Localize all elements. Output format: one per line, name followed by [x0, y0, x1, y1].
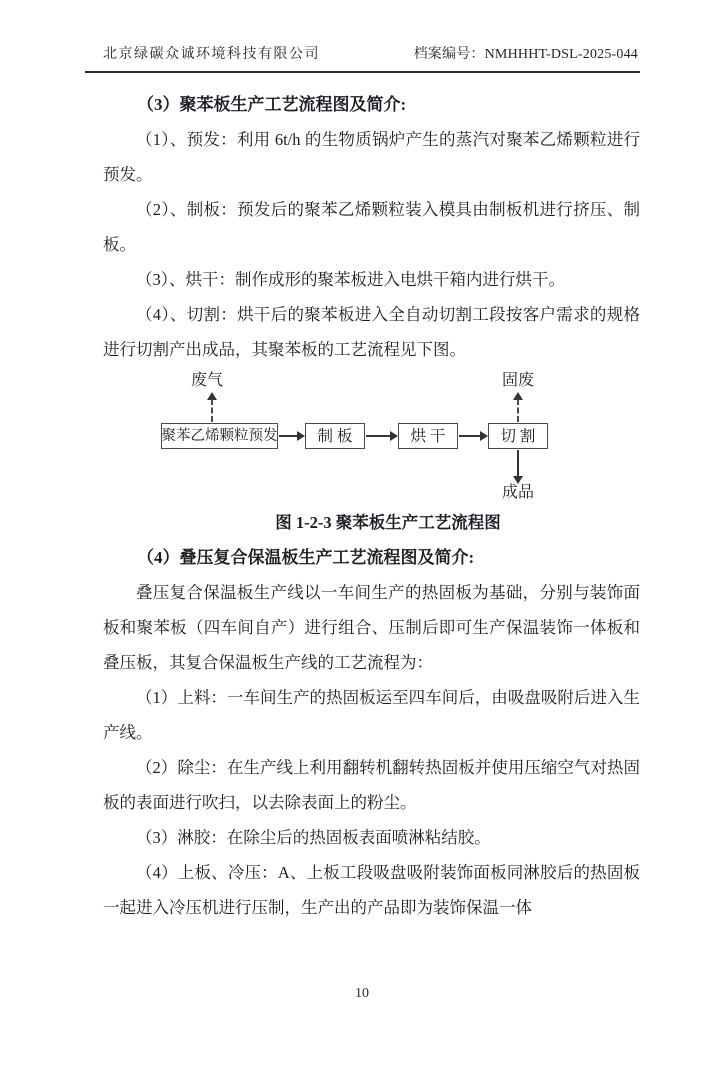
document-page	[0, 46, 724, 1070]
flow-label-solid-waste: 固废	[502, 372, 535, 389]
process-flow-diagram	[103, 371, 640, 505]
section4-paragraph-2: （2）除尘：在生产线上利用翻转机翻转热固板并使用压缩空气对热固板的表面进行吹扫，以去除表面上的粉尘。	[103, 758, 640, 812]
figure-caption: 图 1-2-3 聚苯板生产工艺流程图	[275, 513, 501, 532]
section4-heading: （4）叠压复合保温板生产工艺流程图及简介:	[137, 548, 475, 567]
flow-box-drying: 烘 干	[398, 423, 458, 449]
section3-paragraph-4: （4）、切割：烘干后的聚苯板进入全自动切割工段按客户需求的规格进行切割产出成品，其聚苯板的工艺流程见下图。	[103, 305, 640, 359]
company-name: 北京绿碳众诚环境科技有限公司	[103, 47, 320, 62]
flow-box-cutting: 切 割	[488, 423, 548, 449]
document-body	[103, 87, 640, 925]
page-header	[85, 46, 640, 73]
flow-label-product: 成品	[502, 484, 535, 501]
section4-paragraph-1: （1）上料：一车间生产的热固板运至四车间后，由吸盘吸附后进入生产线。	[103, 688, 640, 742]
page-number: 10	[355, 986, 369, 1001]
connector-line	[366, 435, 391, 437]
section3-paragraph-2: （2）、制板：预发后的聚苯乙烯颗粒装入模具由制板机进行挤压、制板。	[103, 200, 640, 254]
section3-paragraph-1: （1）、预发：利用 6t/h 的生物质锅炉产生的蒸汽对聚苯乙烯颗粒进行预发。	[103, 130, 640, 184]
arrow-right-icon	[480, 431, 488, 441]
section4-paragraph-4: （4）上板、冷压：A、上板工段吸盘吸附装饰面板同淋胶后的热固板一起进入冷压机进行压制，生产出的产品即为装饰保温一体	[103, 863, 640, 917]
arrow-right-icon	[297, 431, 305, 441]
archive-number: 档案编号：NMHHHT-DSL-2025-044	[413, 47, 638, 62]
section3-paragraph-3: （3）、烘干：制作成形的聚苯板进入电烘干箱内进行烘干。	[136, 270, 565, 289]
flow-box-prefoaming: 聚苯乙烯颗粒预发	[161, 423, 278, 449]
section4-paragraph-3: （3）淋胶：在除尘后的热固板表面喷淋粘结胶。	[136, 828, 491, 847]
flow-box-board-making: 制 板	[305, 423, 365, 449]
arrow-right-icon	[390, 431, 398, 441]
flow-label-waste-gas: 废气	[191, 372, 224, 389]
section4-intro: 叠压复合保温板生产线以一车间生产的热固板为基础，分别与装饰面板和聚苯板（四车间自产）进行组合、压制后即可生产保温装饰一体板和叠压板，其复合保温板生产线的工艺流程为：	[103, 583, 640, 672]
line-to-product	[517, 450, 519, 477]
section3-heading: （3）聚苯板生产工艺流程图及简介:	[137, 95, 407, 114]
connector-line	[459, 435, 481, 437]
connector-line	[279, 435, 298, 437]
